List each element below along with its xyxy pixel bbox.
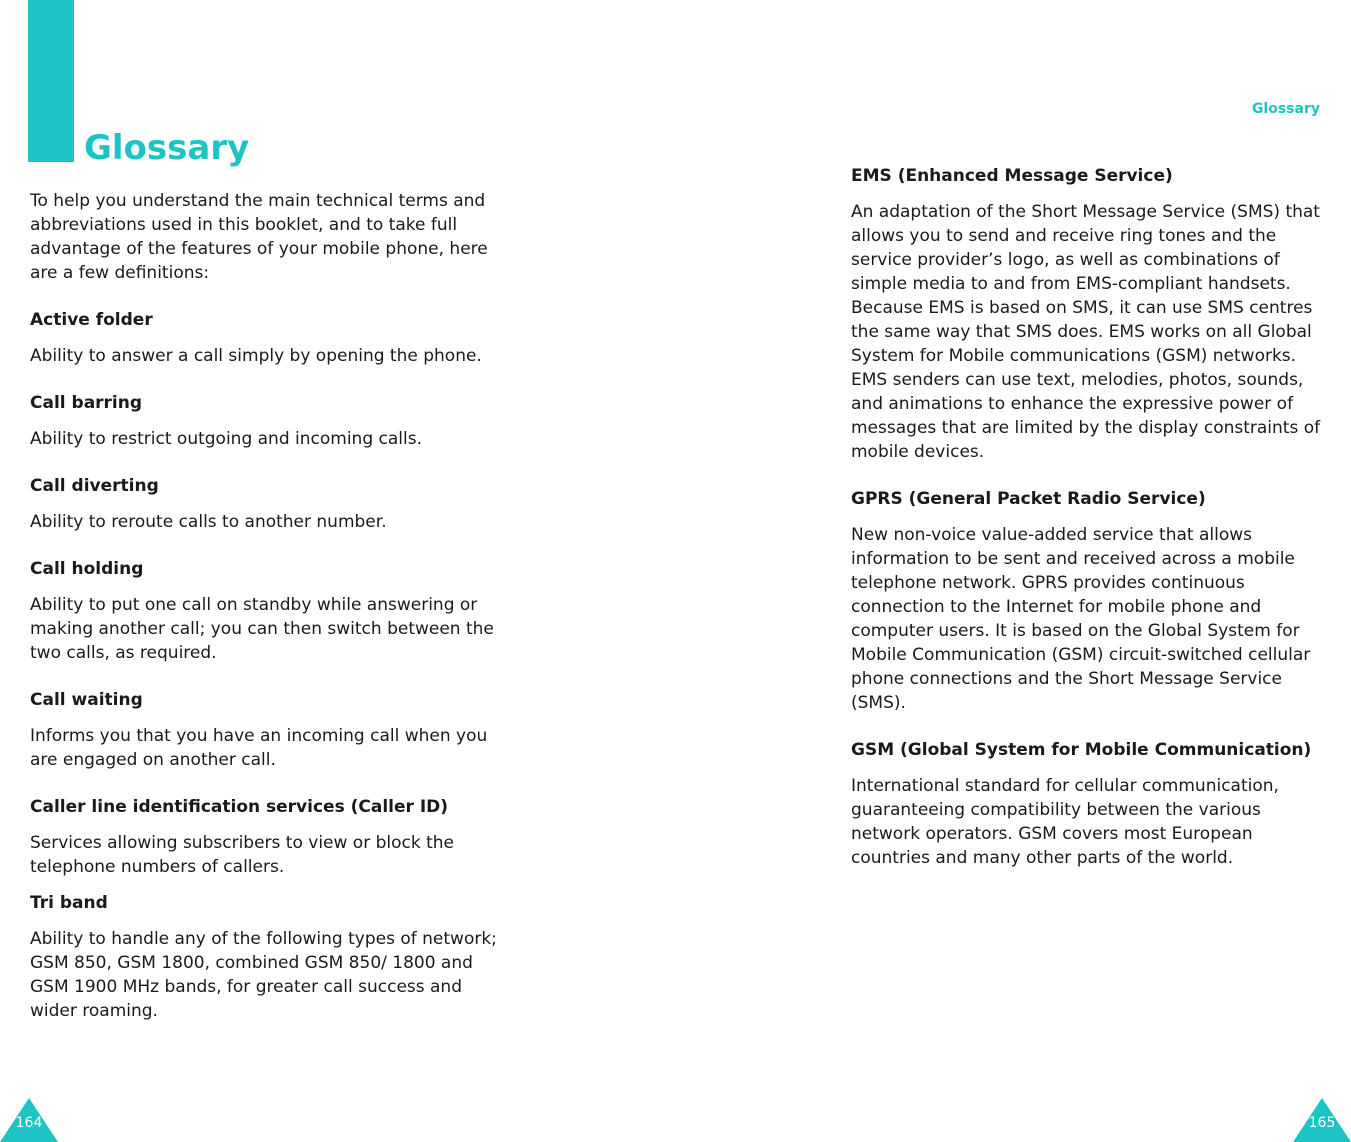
page-title: Glossary [84, 128, 250, 168]
intro-paragraph: To help you understand the main technical terms and abbreviations used in this booklet, and to take full advantage of the features of your mobile phone, here are a few definitions: [30, 191, 488, 283]
glossary-entry-gsm [851, 738, 1323, 870]
glossary-term: GSM (Global System for Mobile Communication) [851, 740, 1312, 760]
glossary-entry-call-diverting [30, 474, 500, 534]
glossary-entry-gprs [851, 487, 1323, 715]
glossary-definition: New non-voice value-added service that allows information to be sent and received across a mobile telephone network. GPRS provides continuous connection to the Internet for mobile phone and computer users. It is based on the Global System for Mobile Communication (GSM) circuit-switched cellular phone connections and the Short Message Service (SMS). [851, 525, 1311, 713]
page-number-left: 164 [15, 1115, 43, 1131]
glossary-definition: International standard for cellular communication, guaranteeing compatibility between the various network operators. GSM covers most European countries and many other parts of the world. [851, 776, 1279, 868]
glossary-entry-call-waiting [30, 688, 500, 772]
glossary-term: EMS (Enhanced Message Service) [851, 166, 1173, 186]
glossary-definition: Ability to handle any of the following types of network; GSM 850, GSM 1800, combined GSM 850/ 1800 and GSM 1900 MHz bands, for greater call success and wider roaming. [30, 929, 497, 1021]
glossary-definition: Informs you that you have an incoming call when you are engaged on another call. [30, 726, 488, 770]
glossary-definition: Ability to answer a call simply by opening the phone. [30, 346, 482, 366]
glossary-term: Active folder [30, 310, 153, 330]
glossary-entry-call-holding [30, 557, 500, 665]
glossary-term: Call holding [30, 559, 144, 579]
glossary-term: GPRS (General Packet Radio Service) [851, 489, 1206, 509]
glossary-entry-call-barring [30, 391, 500, 451]
glossary-term: Caller line identification services (Caller ID) [30, 797, 449, 817]
left-page-content [30, 189, 500, 1023]
glossary-entry-tri-band [30, 891, 500, 1023]
glossary-term: Call diverting [30, 476, 159, 496]
glossary-term: Call waiting [30, 690, 143, 710]
glossary-entry-ems [851, 164, 1323, 464]
glossary-definition: Ability to put one call on standby while answering or making another call; you can then switch between the two calls, as required. [30, 595, 494, 663]
glossary-entry-caller-id [30, 795, 500, 879]
glossary-definition: Ability to restrict outgoing and incoming calls. [30, 429, 422, 449]
glossary-definition: Services allowing subscribers to view or block the telephone numbers of callers. [30, 833, 455, 877]
glossary-definition: Ability to reroute calls to another number. [30, 512, 387, 532]
right-page-content [851, 164, 1323, 870]
title-accent-bar [28, 0, 74, 162]
running-header: Glossary [1251, 101, 1320, 117]
glossary-entry-active-folder [30, 308, 500, 368]
glossary-term: Call barring [30, 393, 143, 413]
page-number-right: 165 [1308, 1115, 1336, 1131]
glossary-definition: An adaptation of the Short Message Service (SMS) that allows you to send and receive ring tones and the service provider’s logo, as well as combinations of simple media to and from EMS-compliant handsets. Because EMS is based on SMS, it can use SMS centres the same way that SMS does. EMS works on all Global System for Mobile communications (GSM) networks. EMS senders can use text, melodies, photos, sounds, and animations to enhance the expressive power of messages that are limited by the display constraints of mobile devices. [851, 202, 1321, 462]
glossary-term: Tri band [30, 893, 108, 913]
